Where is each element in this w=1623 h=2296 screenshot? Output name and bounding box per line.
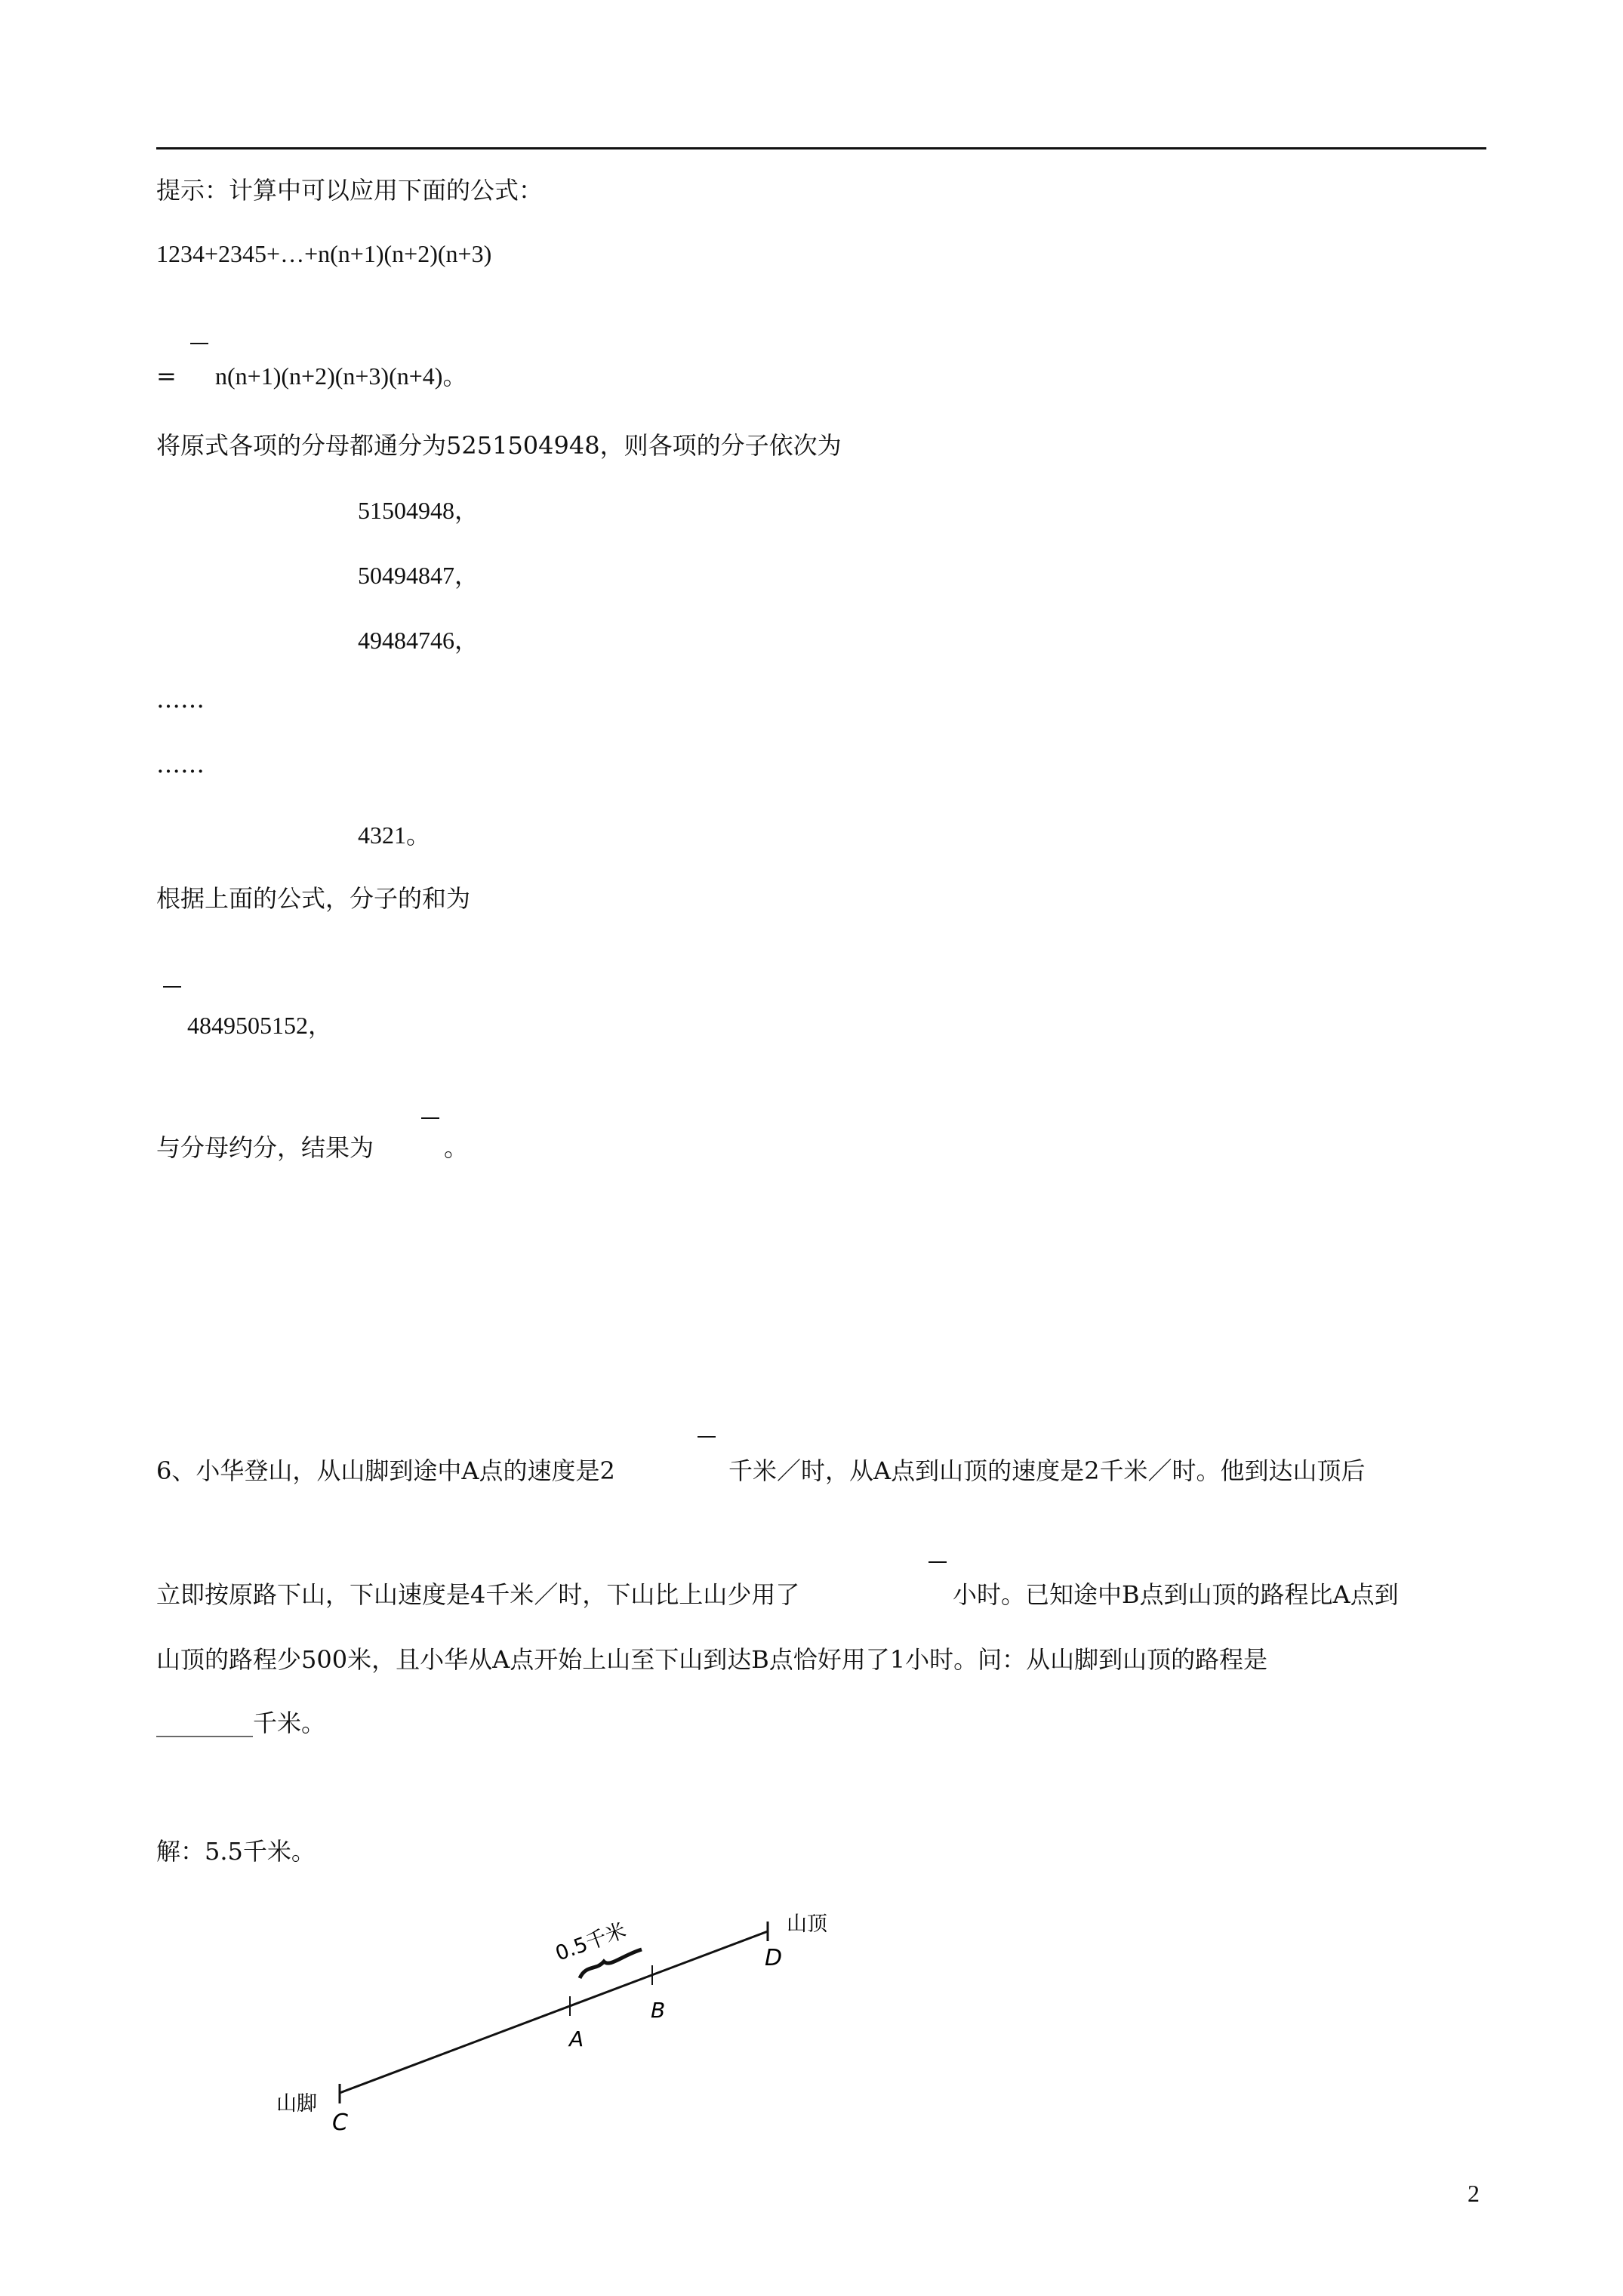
hint-text: 提示：计算中可以应用下面的公式： [156, 176, 544, 205]
sum-value: 4849505152， [187, 1012, 333, 1039]
sum-intro: 根据上面的公式，分子的和为 [156, 884, 471, 913]
point-a: A [569, 2026, 584, 2051]
problem-line-3: 山顶的路程少500米，且小华从A点开始上山至下山到达B点恰好用了1小时。问：从山脚到山顶的路程是 [156, 1645, 1268, 1674]
page-number: 2 [1467, 2180, 1480, 2207]
top-label: 山顶 [787, 1912, 827, 1936]
problem-line-1b: 千米／时，从A点到山顶的速度是2千米／时。他到达山顶后 [728, 1456, 1366, 1485]
formula-equals: = [156, 362, 177, 390]
reduce-text: 与分母约分，结果为 [156, 1133, 374, 1162]
path-line [340, 1931, 768, 2093]
point-d: D [765, 1945, 783, 1971]
last-numerator: 4321。 [358, 821, 431, 849]
problem-line-2a: 立即按原路下山，下山速度是4千米／时，下山比上山少用了 [156, 1580, 800, 1609]
reduce-end: 。 [444, 1133, 469, 1162]
answer-text: 解：5.5千米。 [156, 1837, 316, 1866]
problem-line-1a: 6、小华登山，从山脚到途中A点的速度是2 [156, 1456, 615, 1485]
ellipsis: …… [156, 685, 205, 713]
formula-rhs: n(n+1)(n+2)(n+3)(n+4)。 [215, 362, 467, 390]
formula-lhs: 1234+2345+…+n(n+1)(n+2)(n+3) [156, 240, 492, 267]
common-denominator-text: 将原式各项的分母都通分为5251504948，则各项的分子依次为 [156, 431, 842, 460]
bottom-label: 山脚 [276, 2092, 317, 2116]
point-c: C [332, 2110, 348, 2136]
numerator-line: 51504948， [358, 497, 479, 524]
numerator-line: 49484746， [358, 627, 479, 654]
ellipsis: …… [156, 750, 205, 778]
problem-line-2b: 小时。已知途中B点到山顶的路程比A点到 [953, 1580, 1399, 1609]
point-b: B [651, 1998, 666, 2023]
numerator-line: 50494847， [358, 562, 479, 589]
distance-label: 0.5千米 [552, 1918, 630, 1966]
problem-line-4: ________千米。 [156, 1709, 326, 1737]
